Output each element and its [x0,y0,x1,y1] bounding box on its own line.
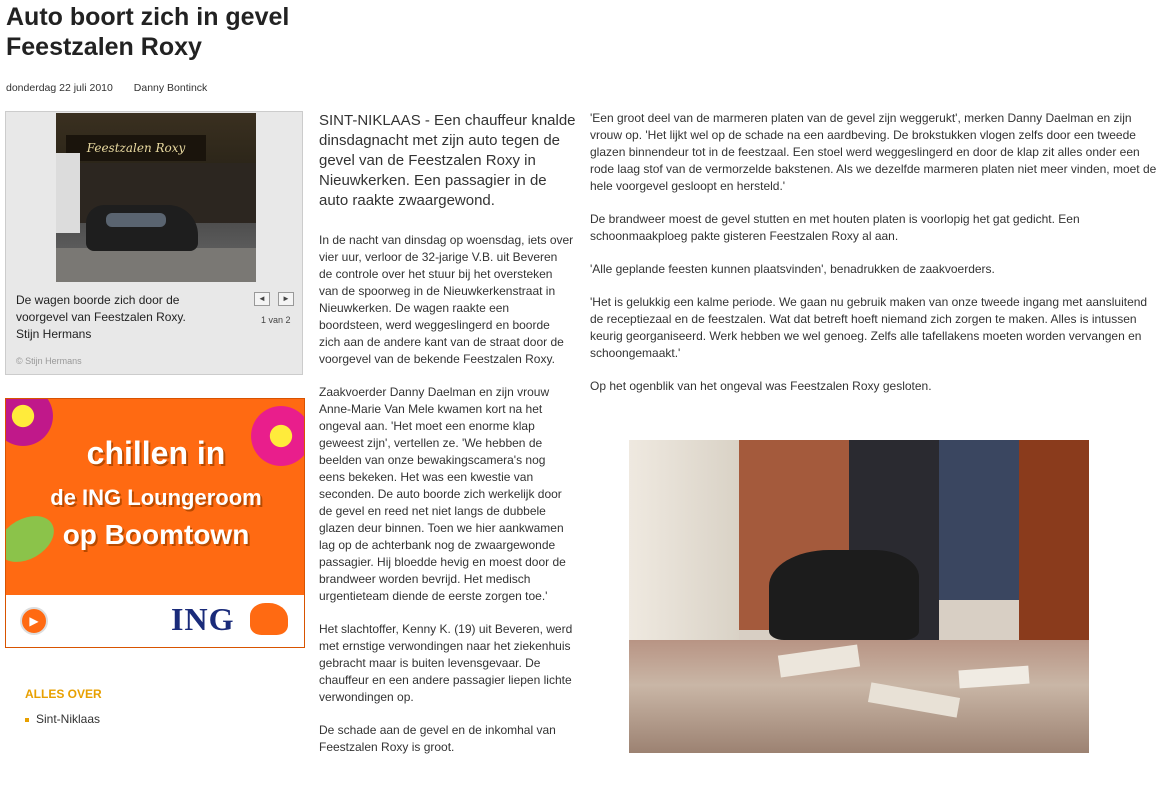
lion-icon [250,603,288,635]
ing-advertisement[interactable] [5,398,305,648]
article-meta [6,82,225,94]
photo-tent [56,153,80,233]
photo-night-street [939,440,1019,600]
body-paragraph: 'Alle geplande feesten kunnen plaatsvinden', benadrukken de zaakvoerders. [590,262,995,276]
ad-line-2: de ING Loungeroom [50,485,262,510]
body-paragraph: 'Een groot deel van de marmeren platen van de gevel zijn weggerukt', merken Danny Daelman en zijn vrouw op. 'Het lijkt wel op de schade na een aardbeving. De brokstukken vlogen zelfs door een tweede glazen binnendeur tot in de feestzaal. Een stoel werd weggeslingerd en door de klap zit alles onder een rode laag stof van de vermorzelde bakstenen. Als we dezelfde marmeren platen niet meer vinden, moet de hele voorgevel gesloopt en hersteld.' [590,111,1157,193]
photo-wooden-door [1019,440,1089,670]
play-icon[interactable]: ▶ [20,607,48,635]
body-paragraph: Op het ogenblik van het ongeval was Feestzalen Roxy gesloten. [590,379,932,393]
ad-line-1: chillen in [86,435,226,471]
article-date: donderdag 22 juli 2010 [6,82,113,94]
article-lead: SINT-NIKLAAS - Een chauffeur knalde dinsdagnacht met zijn auto tegen de gevel van de Feestzalen Roxy in Nieuwkerken. Een passagier in de auto raakte zwaargewond. [319,112,576,209]
photo-credit: © Stijn Hermans [16,356,82,366]
photo-pager: 1 van 2 [261,315,291,325]
body-paragraph: Zaakvoerder Danny Daelman en zijn vrouw Anne-Marie Van Mele kwamen kort na het ongeval aan. 'Het moet een enorme klap geweest zijn', vertellen ze. 'We hebben de beelden van onze bewakingscamera's nog eens bekeken. Het was een kwestie van seconden. De auto boorde zich werkelijk door de gevel en reed net niet langs de dubbele glazen deur binnen. Toen we hier aankwamen lag op de achterbank nog de zwaargewonde passagier. Hij bloedde hevig en moest door de brandweer worden bevrijd. Het medisch urgentieteam diende de eerste zorgen toe.' [319,385,566,603]
body-paragraph: Het slachtoffer, Kenny K. (19) uit Beveren, werd met ernstige verwondingen naar het ziekenhuis gebracht maar is buiten levensgevaar. De chauffeur en een andere passagier liepen lichte verwondingen op. [319,622,573,704]
gallery-photo[interactable] [56,113,256,282]
alles-over-title: ALLES OVER [25,687,102,701]
alles-over-item-label: Sint-Niklaas [36,712,101,726]
body-paragraph: 'Het is gelukkig een kalme periode. We gaan nu gebruik maken van onze tweede ingang met aansluitend de receptiezaal en de feestzalen. Wat dat betreft hoeft niemand zich zorgen te maken. Alles is intussen keurig georganiseerd. Werk hebben we wel genoeg. Zelfs alle tafellakens moeten worden vervangen en schoongemaakt.' [590,295,1148,360]
article-right-column [590,110,1160,411]
bullet-icon [25,718,29,722]
alles-over-item-sint-niklaas[interactable] [25,712,100,726]
damage-photo[interactable] [629,440,1089,753]
ing-logo: ING [171,601,235,637]
ad-line-3: op Boomtown [62,519,250,550]
ad-footer [6,595,304,647]
photo-ground [56,248,256,282]
photo-rubble [629,640,1089,753]
photo-crashed-car [769,550,919,640]
next-photo-button[interactable]: ► [278,292,294,306]
photo-sign: Feestzalen Roxy [66,135,206,161]
body-paragraph: De schade aan de gevel en de inkomhal van Feestzalen Roxy is groot. [319,723,556,754]
article-title: Auto boort zich in gevel Feestzalen Roxy [6,3,290,61]
photo-gallery [5,111,303,375]
article-author[interactable]: Danny Bontinck [133,82,208,94]
photo-caption: De wagen boorde zich door de voorgevel van Feestzalen Roxy. Stijn Hermans [16,293,186,341]
body-paragraph: In de nacht van dinsdag op woensdag, iets over vier uur, verloor de 32-jarige V.B. uit Beveren de controle over het stuur bij het oversteken van de spoorweg in de Nieuwkerkenstraat in Nieuwkerken. De wagen raakte een boordsteen, werd weggeslingerd en boorde zich aan de andere kant van de straat door de voorgevel van de bekende Feestzalen Roxy. [319,233,574,366]
photo-car [86,205,198,251]
body-paragraph: De brandweer moest de gevel stutten en met houten platen is voorlopig het gat gedicht. Een schoonmaakploeg pakte gisteren Feestzalen Roxy al aan. [590,212,1080,243]
article-body-column [319,232,574,772]
previous-photo-button[interactable]: ◄ [254,292,270,306]
